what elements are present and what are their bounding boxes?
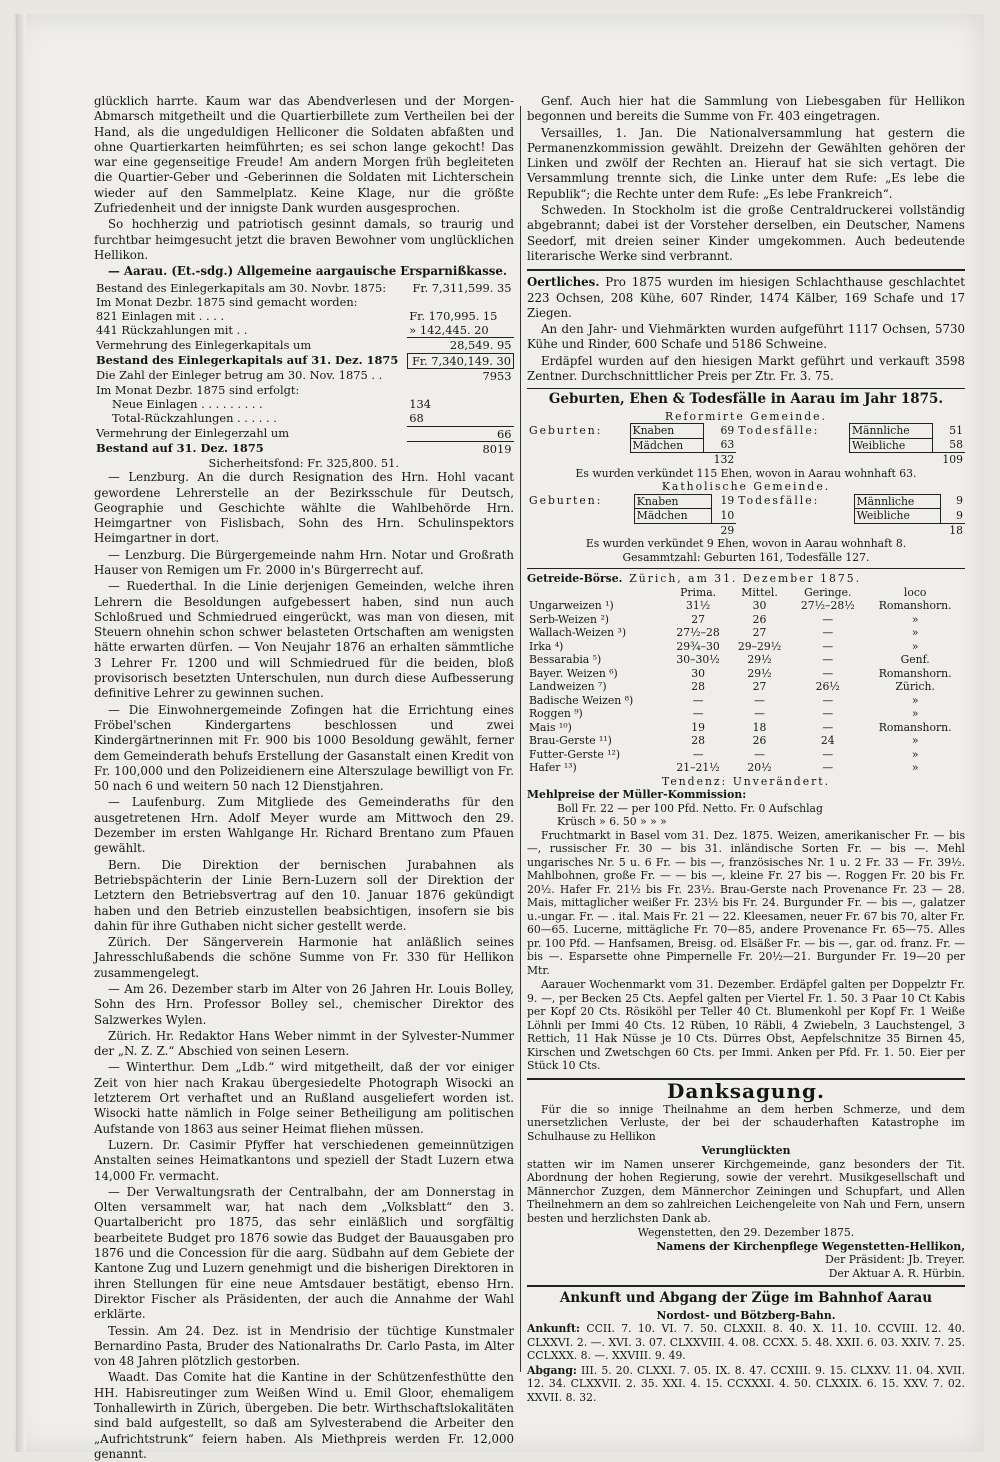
grain-name-cell: Futter-Gerste ¹²) [529, 747, 621, 761]
grain-price-cell: — [692, 693, 704, 707]
table-row: Bestand des Einlegerkapitals auf 31. Dez. 1875 Fr. 7,340,149. 30 [94, 353, 514, 368]
zuege-title: Ankunft und Abgang der Züge im Bahnhof Aarau [559, 1290, 933, 1307]
grain-price-cell: Genf. [900, 653, 930, 667]
grain-price-cell: Zürich. [895, 680, 935, 694]
grain-price-cell: 30–30½ [676, 653, 720, 667]
boerse-header [527, 572, 965, 586]
table-row: Geburten: Knaben 69 Todesfälle: Männliche 51 [529, 423, 963, 438]
wochenmarkt-aarau: Aarauer Wochenmarkt vom 31. Dezember. Erdäpfel galten per Doppelztr Fr. 9. —, per Becken 25 Cts. Aepfel galten per Viertel Fr. 1. 50. 3 Paar 10 Ct Kabis per Kopf 20 Cts. Rösiköhl per Teller 40 Ct. Blumenkohl per Kopf Fr. 1 Weiße Löhnli per Immi 40 Cts. 12 Rüben, 10 Räbli, 4 Zwiebeln, 3 Lauchstengel, 3 Rettich, 11 Hak Nüsse je 10 Cts. Dürres Obst, Aepfelschnitze 35 Birnen 45, Kirschen und Zwetschgen 60 Cts. per Immi. Anken per Pfd. Fr. 1. 50. Eier per Stück 10 Cts. [527, 978, 965, 1073]
grain-price-cell: 30 [752, 599, 767, 613]
page-edge [16, 14, 26, 1452]
article-waadt: Waadt. Das Comite hat die Kantine in der Schützenfesthütte den HH. Habisreutinger zum Weißen Wind u. Emil Gloor, ehemaligem Tonhallewirth in Zürich, übergeben. Die betr. Wirthschaftslokalitäten sind bald aufgestellt, so daß am Sylvesterabend die Arbeiter den „Aufrichtstrunk“ feiern haben. Als Miethpreis werden Fr. 12,000 genannt. [94, 1370, 514, 1461]
grain-price-cell: 29¾–30 [676, 639, 720, 653]
table-row: 821 Einlagen mit . . . . Fr. 170,995. 15 [96, 308, 498, 323]
table-row [527, 613, 965, 627]
grain-price-cell: » [911, 747, 919, 761]
table-row: Im Monat Dezbr. 1875 sind erfolgt: [96, 382, 300, 397]
table-row [527, 694, 965, 708]
sparkasse-table [94, 281, 514, 471]
geburten-title: Geburten, Ehen & Todesfälle in Aarau im Jahr 1875. [548, 391, 944, 408]
grain-price-cell: 18 [752, 720, 767, 734]
danksagung-verunglueckten: Verunglückten [701, 1144, 791, 1158]
fruchtmarkt-basel: Fruchtmarkt in Basel vom 31. Dez. 1875. Weizen, amerikanischer Fr. — bis —, russischer Fr. 30 — bis 31. inländische Sorten Fr. — bis —. Mehl ungarisches Nr. 5 u. 6 Fr. — bis —, französisches Nr. 1 u. 2 Fr. 33 — Fr. 39½. Mahlbohnen, große Fr. — — bis —, kleine Fr. 27 bis —. Roggen Fr. 20 bis Fr. 20½. Hafer Fr. 21½ bis Fr. 23½. Brau-Gerste nach Provenance Fr. 23 — 28. Mais, mittaglicher weißer Fr. 23½ bis Fr. 24. Burgunder Fr. — bis —, galatzer u.-ungar. Fr. — . ital. Mais Fr. 21 — 22. Kleesamen, neuer Fr. 67 bis 70, alter Fr. 60—65. Lucerne, mittägliche Fr. 70—85, andere Provenance Fr. 65—75. Alles pr. 100 Pfd. — Hanfsamen, Breisg. od. Elsäßer Fr. — bis —, gar. od. franz. Fr. — bis —. Esparsette ohne Pimpernelle Fr. 20½—21. Burgunder Fr. 19—20 per Mtr. [527, 828, 965, 977]
danksagung-text-2: statten wir im Namen unserer Kirchgemeinde, ganz besonders der Tit. Abordnung der hohen Regierung, sowie der verehrt. Musikgesellschaft und Männerchor Zuzgen, dem Männerchor Zeiningen und Schupfart, und Allen Theilnehmern an dem so zahlreichen Leichengeleite von Nah und Fern, unsern besten und herzlichsten Dank ab. [527, 1157, 965, 1225]
grain-name-cell: Wallach-Weizen ³) [529, 626, 627, 640]
grain-price-cell: Romanshorn. [878, 666, 952, 680]
grain-price-cell: 28 [691, 734, 705, 748]
article-zofingen: — Die Einwohnergemeinde Zofingen hat die Errichtung eines Fröbel'schen Kindergartens beschlossen und zwei Kindergärtnerinnen mit Fr. 900 bis 1000 Besoldung gewählt, ferner dem Gemeinderath behufs Erstellung der Gasanstalt einen Kredit von Fr. 100,000 und den Polizeidienern eine Alterszulage bewilligt von Fr. 50 nach 6 und weitern 50 nach 12 Dienstjahren. [94, 702, 514, 794]
gesamtzahl: Gesammtzahl: Geburten 161, Todesfälle 127. [622, 550, 870, 564]
article-versailles: Versailles, 1. Jan. Die Nationalversammlung hat gestern die Permanenzkommission gewählt. Dreizehn der Gewählten gehören der Linken und zwölf der Rechten an. Hierauf hat sie sich vertagt. Die Versammlung trennte sich, die Linke unter dem Rufe: „Es lebe die Republik“; die Rechte unter dem Rufe: „Es lebe Frankreich“. [527, 125, 965, 201]
article-tessin: Tessin. Am 24. Dez. ist in Mendrisio der tüchtige Kunstmaler Bernardino Pasta, Bruder des Nationalraths Dr. Carlo Pasta, im Alter von 48 Jahren plötzlich gestorben. [94, 1323, 514, 1369]
section-rule [527, 388, 965, 389]
boerse-heading: Getreide-Börse. [527, 572, 623, 586]
danksagung-date: Wegenstetten, den 29. Dezember 1875. [637, 1226, 855, 1240]
oertliches-maerkte: An den Jahr- und Viehmärkten wurden aufgeführt 1117 Ochsen, 5730 Kühe und Rinder, 600 Schafe und 5186 Schweine. [527, 322, 965, 352]
grain-price-cell: Romanshorn. [878, 599, 952, 613]
table-row [527, 721, 965, 735]
grain-name-cell: Bayer. Weizen ⁶) [529, 666, 618, 680]
grain-price-cell: — [822, 626, 834, 640]
table-row: Vermehrung der Einlegerzahl um 66 [96, 426, 512, 441]
danksagung-text-1: Für die so innige Theilnahme an dem herben Schmerze, und dem unersetzlichen Verluste, der bei der schauderhaften Katastrophe im Schulhause zu Hellikon [527, 1102, 965, 1143]
grain-price-cell: — [692, 707, 704, 721]
grain-price-cell: — [822, 761, 834, 775]
article-zuerich-2: — Am 26. Dezember starb im Alter von 26 Jahren Hr. Louis Bolley, Sohn des Hrn. Professor Bolley sel., chemischer Direktor des Salzwerkes Wylen. [94, 982, 514, 1027]
katholische-table [527, 494, 965, 538]
grain-price-cell: — [822, 693, 834, 707]
grain-name-cell: Brau-Gerste ¹¹) [529, 734, 612, 748]
grain-name-cell: Landweizen ⁷) [529, 680, 607, 694]
table-row: 132 109 [713, 453, 963, 467]
zuege-abgang [527, 1364, 965, 1405]
grain-price-cell: 29½ [747, 653, 772, 667]
table-row: Geburten: Knaben 19 Todesfälle: Männliche 9 [529, 494, 963, 508]
table-row: Bestand des Einlegerkapitals am 30. Novbr. 1875: Fr. 7,311,599. 35 [96, 280, 512, 295]
grain-price-cell: 24 [820, 734, 835, 748]
grain-name-cell: Mais ¹⁰) [529, 720, 572, 734]
table-row: Die Zahl der Einleger betrug am 30. Nov. 1875 . . 7953 [96, 368, 512, 383]
grain-price-cell: » [911, 693, 919, 707]
table-row [527, 667, 965, 681]
article-hellikon-end: glücklich harrte. Kaum war das Abendverlesen und der Morgen-Abmarsch mitgetheilt und die Quartierbillete zum Vertheilen bei der Hand, als die ungeduldigen Helliconer die Soldaten abfaßten und ohne Quartierkarten heimführten; es sei schon lange gekocht! Das war eine gegenseitige Freude! Am andern Morgen früh begleiteten die Quartier-Geber und -Geberinnen die Soldaten mit Lichterschein wieder auf den Sammelplatz. Keine Klage, nur die größte Zufriedenheit und der innigste Dank wurden ausgesprochen. [94, 94, 514, 216]
table-row: Im Monat Dezbr. 1875 sind gemacht worden: [96, 294, 358, 309]
grain-name-cell: Ungarweizen ¹) [529, 599, 614, 613]
grain-price-cell: — [754, 693, 765, 707]
grain-price-cell: 30 [691, 666, 705, 680]
article-zuerich-1: Zürich. Der Sängerverein Harmonie hat anläßlich seines Jahresschlußabends die schöne Summe von Fr. 330 für Hellikon zusammengelegt. [94, 935, 514, 980]
article-ruederthal: — Ruederthal. In die Linie derjenigen Gemeinden, welche ihren Lehrern die Besoldungen aufgebessert haben, sind nun auch Schloßrued und Schmiedrued eingerückt, was man von diesen, mit Steuern ohnehin schon schwer belasteten Ortschaften am wenigsten hätte erwarten dürfen. — Von Neujahr 1876 an erhalten sämmtliche 3 Lehrer Fr. 1200 und will Schmiedrued für die beiden, bloß provisorisch besetzten Unterschulen, nun durch diese Aufbesserung definitive Lehrer zu gewinnen suchen. [94, 579, 514, 701]
danksagung-signature-1: Namens der Kirchenpflege Wegenstetten-Hellikon, [656, 1239, 965, 1253]
grain-name-cell: Bessarabia ⁵) [529, 653, 602, 667]
table-row [527, 599, 965, 613]
grain-price-cell: — [692, 747, 704, 761]
table-row: Mädchen 10 Weibliche 9 [527, 509, 965, 524]
table-row [527, 626, 965, 640]
mehlpreise-heading: Mehlpreise der Müller-Kommission: [527, 788, 747, 802]
zuege-subtitle: Nordost- und Bötzberg-Bahn. [656, 1308, 836, 1322]
oertliches-section [527, 275, 965, 321]
grain-price-cell: 21–21½ [676, 761, 720, 775]
table-row: Total-Rückzahlungen . . . . . . 68 [94, 411, 514, 426]
article-luzern-1: Luzern. Dr. Casimir Pfyffer hat verschiedenen gemeinnützigen Anstalten seines Heimatkantons und speziell der Stadt Luzern etwa 14,000 Fr. vermacht. [94, 1137, 514, 1183]
tendenz: Tendenz: Unverändert. [661, 774, 831, 788]
reformirte-table [527, 423, 965, 467]
article-laufenburg: — Laufenburg. Zum Mitgliede des Gemeinderaths für den ausgetretenen Hrn. Adolf Meyer wurde am Mittwoch den 29. Dezember im ersten Wahlgange Hr. Richard Brentano zum Pfauen gewählt. [94, 795, 514, 856]
grain-price-cell: — [822, 720, 834, 734]
grain-price-cell: 26½ [815, 680, 840, 694]
section-rule [527, 568, 965, 569]
article-schweden: Schweden. In Stockholm ist die große Centraldruckerei vollständig abgebrannt; dabei ist der Vorsteher derselben, ein Deutscher, Namens Seedorf, mit dreien seiner Kinder umgekommen. Auch bedeutende literarische Werke sind verbrannt. [527, 203, 965, 263]
boerse-date: Zürich, am 31. Dezember 1875. [629, 572, 862, 586]
table-row [527, 734, 965, 748]
ankunft-times: CCII. 7. 10. VI. 7. 50. CLXXII. 8. 40. X. 11. 10. CCVIII. 12. 40. CLXXVI. 2. —. XVI. 3. 07. CLXXVIII. 4. 08. CCXX. 5. 48. XXII. 6. 03. XXIV. 7. 25. CCLXXX. 8. —. XXVIII. 9. 49. [527, 1322, 965, 1363]
article-genf: Genf. Auch hier hat die Sammlung von Liebesgaben für Hellikon begonnen und bereits die Summe von Fr. 403 eingetragen. [527, 94, 965, 124]
grain-price-cell: 27 [752, 626, 767, 640]
right-column [527, 94, 965, 1404]
table-header-row: Prima. Mittel. Geringe. loco [680, 585, 927, 599]
grain-price-cell: » [911, 761, 919, 775]
grain-name-cell: Irka ⁴) [529, 639, 564, 653]
grain-price-cell: » [911, 639, 919, 653]
grain-price-cell: 31½ [685, 599, 711, 613]
reformirte-heading: Reformirte Gemeinde. [665, 409, 827, 423]
grain-price-cell: » [911, 626, 919, 640]
oertliches-text: Pro 1875 wurden im hiesigen Schlachthause geschlachtet 223 Ochsen, 208 Kühe, 607 Rinder, 1474 Kälber, 169 Schafe und 17 Ziegen. [527, 275, 965, 320]
section-rule [527, 269, 965, 271]
article-bern: Bern. Die Direktion der bernischen Jurabahnen als Betriebspächterin der Linie Bern-Luzern soll der Direktion der Letztern den Betriebsvertrag auf den 10. Januar 1876 gekündigt haben und den Betrieb einzustellen beabsichtigen, insofern sie bis dahin für ihre Guthaben nicht sicher gestellt werde. [94, 857, 514, 933]
katholische-heading: Katholische Gemeinde. [661, 480, 831, 494]
grain-price-cell: » [911, 707, 919, 721]
abgang-label: Abgang: [527, 1363, 577, 1377]
grain-price-cell: 26 [752, 612, 767, 626]
table-row: Mädchen 63 Weibliche 58 [527, 438, 965, 453]
table-row [527, 653, 965, 667]
table-row [527, 761, 965, 775]
left-column [94, 94, 514, 1461]
table-row: 441 Rückzahlungen mit . . » 142,445. 20 [94, 323, 514, 338]
table-row: Neue Einlagen . . . . . . . . . 134 [112, 397, 431, 412]
grain-price-cell: — [822, 666, 834, 680]
grain-price-cell: 27½–28½ [800, 599, 855, 613]
table-row: Sicherheitsfond: Fr. 325,800. 51. [208, 456, 399, 470]
column-divider [520, 106, 521, 1372]
table-row [527, 748, 965, 762]
grain-price-cell: 19 [691, 720, 705, 734]
zuege-ankunft [527, 1322, 965, 1363]
ankunft-label: Ankunft: [527, 1322, 581, 1336]
table-row [527, 640, 965, 654]
table-row [527, 707, 965, 721]
grain-price-cell: Romanshorn. [878, 720, 952, 734]
grain-price-cell: 27 [691, 612, 705, 626]
grain-price-cell: 29–29½ [737, 639, 782, 653]
grain-price-cell: — [822, 639, 834, 653]
grain-name-cell: Badische Weizen ⁸) [529, 693, 634, 707]
article-hellikon-close: So hochherzig und patriotisch gesinnt damals, so traurig und furchtbar heimgesucht jetzt die braven Bewohner vom unglücklichen Hellikon. [94, 217, 514, 262]
grain-price-cell: — [822, 707, 834, 721]
grain-price-cell: 29½ [747, 666, 772, 680]
mehlpreise-boll: Boll Fr. 22 — per 100 Pfd. Netto. Fr. 0 Aufschlag [557, 801, 823, 815]
grain-name-cell: Serb-Weizen ²) [529, 612, 609, 626]
table-row: 29 18 [720, 523, 963, 537]
article-lenzburg-2: — Lenzburg. Die Bürgergemeinde nahm Hrn. Notar und Großrath Hauser von Remigen um Fr. 2000 in's Bürgerrecht auf. [94, 547, 514, 577]
grain-price-cell: — [822, 653, 834, 667]
grain-price-cell: 27½–28 [676, 626, 720, 640]
article-luzern-2: — Der Verwaltungsrath der Centralbahn, der am Donnerstag in Olten versammelt war, hat nach dem „Volksblatt“ den 3. Quartalbericht pro 1875, das sehr einläßlich und sorgfältig bearbeitete Budget pro 1876 sowie das Budget der Bauausgaben pro 1876 und die Concession für die aarg. Südbahn auf dem Gebiete der Kantone Zug und Luzern genehmigt und die bisherigen Direktoren in ihren Stellungen für eine neue Amtsdauer bestätigt, ebenso Hrn. Direktor Fischer als Präsidenten, der auch die Annahme der Wahl erklärte. [94, 1184, 514, 1322]
grain-price-cell: — [754, 747, 765, 761]
grain-price-cell: — [822, 612, 834, 626]
section-rule [527, 1285, 965, 1287]
abgang-times: III. 5. 20. CLXXI. 7. 05. IX. 8. 47. CCXIII. 9. 15. CLXXV. 11. 04. XVII. 12. 34. CLXXVII. 2. 35. XXI. 4. 15. CCXXXI. 4. 50. CLXXIX. 6. 15. XXV. 7. 02. XXVII. 8. 32. [527, 1363, 965, 1404]
katholische-ehen: Es wurden verkündet 9 Ehen, wovon in Aarau wohnhaft 8. [585, 537, 907, 551]
reformirte-ehen: Es wurden verkündet 115 Ehen, wovon in Aarau wohnhaft 63. [575, 466, 917, 480]
mehlpreise-kruesch: Krüsch » 6. 50 » » » [557, 815, 667, 829]
grain-price-cell: 20½ [747, 761, 772, 775]
getreide-rows [527, 599, 965, 775]
table-row [527, 680, 965, 694]
oertliches-heading: Oertliches. [527, 275, 600, 290]
grain-price-cell: » [911, 612, 919, 626]
newspaper-page [14, 14, 984, 1461]
table-row: Bestand auf 31. Dez. 1875 8019 [96, 441, 512, 456]
article-lenzburg-1: — Lenzburg. An die durch Resignation des Hrn. Hohl vacant gewordene Lehrerstelle an der Bezirksschule für Deutsch, Geographie und Geschichte wählte die Wahlbehörde Hrn. Heimgartner von Fislisbach, Sohn des Hrn. Schulinspektors Heimgartner in dort. [94, 470, 514, 546]
grain-price-cell: » [911, 734, 919, 748]
getreide-table [527, 586, 965, 775]
table-row: Vermehrung des Einlegerkapitals um 28,549. 95 [96, 337, 512, 353]
grain-price-cell: — [822, 747, 834, 761]
grain-price-cell: 28 [691, 680, 705, 694]
danksagung-signature-3: Der Aktuar A. R. Hürbin. [828, 1266, 965, 1280]
article-zuerich-3: Zürich. Hr. Redaktor Hans Weber nimmt in der Sylvester-Nummer der „N. Z. Z.“ Abschied von seinen Lesern. [94, 1028, 514, 1059]
oertliches-erdaepfel: Erdäpfel wurden auf den hiesigen Markt geführt und verkauft 3598 Zentner. Durchschnittlicher Preis per Ztr. Fr. 3. 75. [527, 353, 965, 384]
grain-name-cell: Hafer ¹³) [529, 761, 577, 775]
article-winterthur: — Winterthur. Dem „Ldb.“ wird mitgetheilt, daß der vor einiger Zeit von hier nach Krakau übergesiedelte Photograph Wisocki an letzterem Ort verhaftet und an Rußland ausgeliefert worden ist. Wisocki hatte nämlich in Folge seiner Betheiligung am politischen Aufstande von 1863 aus seiner Heimat fliehen müssen. [94, 1060, 514, 1136]
grain-price-cell: — [754, 707, 765, 721]
grain-price-cell: 27 [752, 680, 767, 694]
aarau-sparkasse-heading: — Aarau. (Et.-sdg.) Allgemeine aargauische Ersparnißkasse. [108, 264, 507, 279]
danksagung-title: Danksagung. [667, 1078, 825, 1103]
danksagung-signature-2: Der Präsident: Jb. Treyer. [825, 1253, 965, 1267]
grain-name-cell: Roggen ⁹) [529, 707, 583, 721]
grain-price-cell: 26 [752, 734, 767, 748]
